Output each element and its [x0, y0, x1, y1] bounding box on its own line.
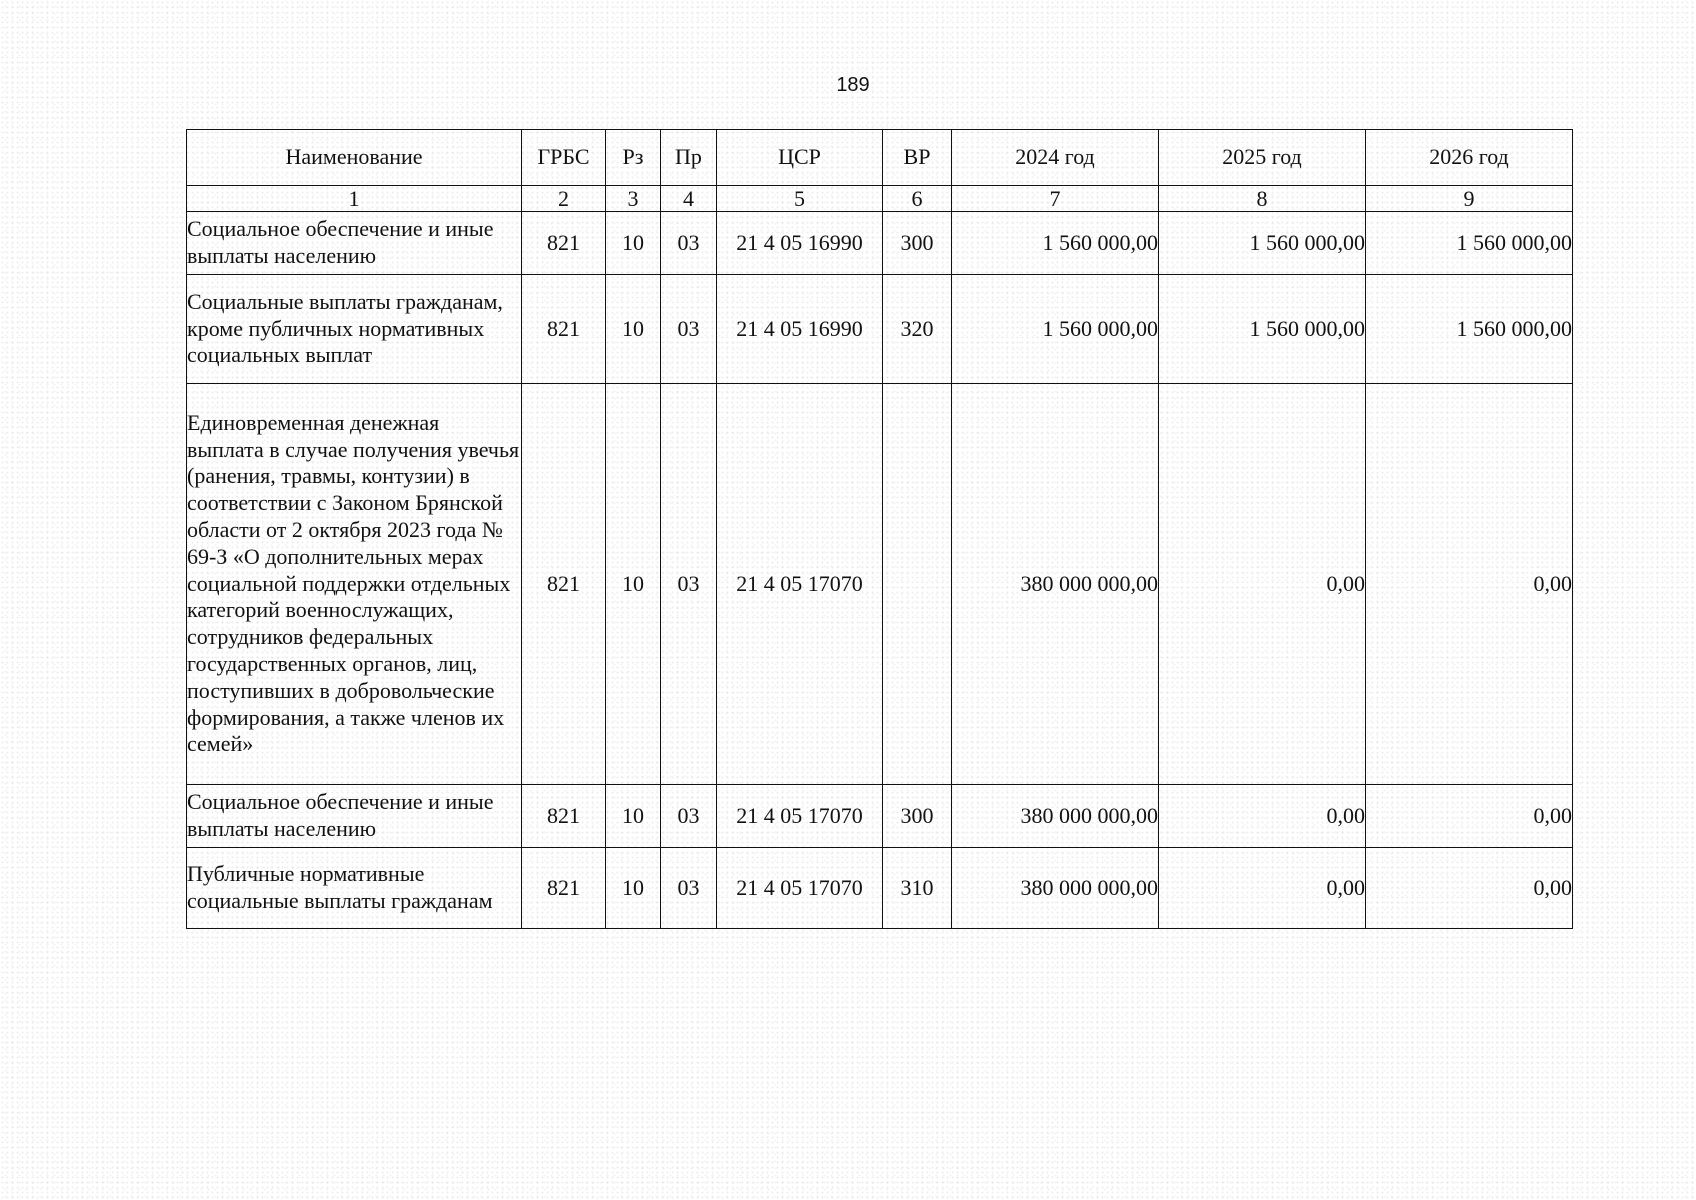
- cell-vr: 320: [883, 275, 952, 384]
- cell-amount-2025: 0,00: [1159, 384, 1366, 785]
- table-row: [187, 212, 1573, 275]
- cell-pr: 03: [661, 384, 717, 785]
- cell-csr: 21 4 05 16990: [717, 275, 883, 384]
- cell-amount-2025: 0,00: [1159, 848, 1366, 929]
- col-header-csr: ЦСР: [717, 130, 883, 186]
- col-header-pr: Пр: [661, 130, 717, 186]
- cell-rz: 10: [606, 275, 661, 384]
- cell-grbs: 821: [522, 384, 606, 785]
- cell-vr: 300: [883, 212, 952, 275]
- cell-rz: 10: [606, 212, 661, 275]
- page-number: 189: [836, 74, 870, 96]
- cell-amount-2024: 380 000 000,00: [952, 785, 1159, 848]
- cell-grbs: 821: [522, 275, 606, 384]
- cell-csr: 21 4 05 17070: [717, 785, 883, 848]
- col-header-2026: 2026 год: [1366, 130, 1573, 186]
- cell-csr: 21 4 05 16990: [717, 212, 883, 275]
- col-header-2025: 2025 год: [1159, 130, 1366, 186]
- cell-amount-2024: 380 000 000,00: [952, 848, 1159, 929]
- col-number: 7: [952, 186, 1159, 212]
- cell-grbs: 821: [522, 848, 606, 929]
- header-row: [187, 130, 1573, 186]
- col-number: 8: [1159, 186, 1366, 212]
- col-header-rz: Рз: [606, 130, 661, 186]
- cell-amount-2025: 1 560 000,00: [1159, 275, 1366, 384]
- table-row: [187, 275, 1573, 384]
- cell-amount-2026: 0,00: [1366, 848, 1573, 929]
- col-header-grbs: ГРБС: [522, 130, 606, 186]
- table-row: [187, 785, 1573, 848]
- column-number-row: [187, 186, 1573, 212]
- cell-grbs: 821: [522, 212, 606, 275]
- col-header-name: Наименование: [187, 130, 522, 186]
- cell-csr: 21 4 05 17070: [717, 848, 883, 929]
- cell-pr: 03: [661, 275, 717, 384]
- cell-vr: [883, 384, 952, 785]
- cell-amount-2024: 1 560 000,00: [952, 212, 1159, 275]
- cell-name: Публичные нормативные социальные выплаты гражданам: [187, 848, 522, 929]
- cell-pr: 03: [661, 848, 717, 929]
- cell-amount-2026: 0,00: [1366, 384, 1573, 785]
- cell-amount-2025: 0,00: [1159, 785, 1366, 848]
- cell-rz: 10: [606, 785, 661, 848]
- cell-amount-2024: 380 000 000,00: [952, 384, 1159, 785]
- cell-name: Социальное обеспечение и иные выплаты населению: [187, 785, 522, 848]
- budget-table: [186, 129, 1573, 929]
- cell-pr: 03: [661, 785, 717, 848]
- cell-amount-2024: 1 560 000,00: [952, 275, 1159, 384]
- col-number: 9: [1366, 186, 1573, 212]
- cell-amount-2026: 1 560 000,00: [1366, 212, 1573, 275]
- cell-vr: 310: [883, 848, 952, 929]
- table-row: [187, 848, 1573, 929]
- col-header-vr: ВР: [883, 130, 952, 186]
- cell-vr: 300: [883, 785, 952, 848]
- col-number: 6: [883, 186, 952, 212]
- col-number: 2: [522, 186, 606, 212]
- cell-name: Единовременная денежная выплата в случае получения увечья (ранения, травмы, контузии) в соответствии с Законом Брянской области от 2 октября 2023 года № 69-З «О дополнительных мерах социальной поддержки отдельных категорий военнослужащих, сотрудников федеральных государственных органов, лиц, поступивших в добровольческие формирования, а также членов их семей»: [187, 384, 522, 785]
- col-number: 4: [661, 186, 717, 212]
- cell-csr: 21 4 05 17070: [717, 384, 883, 785]
- col-header-2024: 2024 год: [952, 130, 1159, 186]
- cell-grbs: 821: [522, 785, 606, 848]
- col-number: 3: [606, 186, 661, 212]
- cell-amount-2025: 1 560 000,00: [1159, 212, 1366, 275]
- cell-amount-2026: 1 560 000,00: [1366, 275, 1573, 384]
- cell-amount-2026: 0,00: [1366, 785, 1573, 848]
- table-row: [187, 384, 1573, 785]
- cell-rz: 10: [606, 848, 661, 929]
- cell-name: Социальное обеспечение и иные выплаты населению: [187, 212, 522, 275]
- col-number: 1: [187, 186, 522, 212]
- cell-rz: 10: [606, 384, 661, 785]
- cell-pr: 03: [661, 212, 717, 275]
- cell-name: Социальные выплаты гражданам, кроме публичных нормативных социальных выплат: [187, 275, 522, 384]
- col-number: 5: [717, 186, 883, 212]
